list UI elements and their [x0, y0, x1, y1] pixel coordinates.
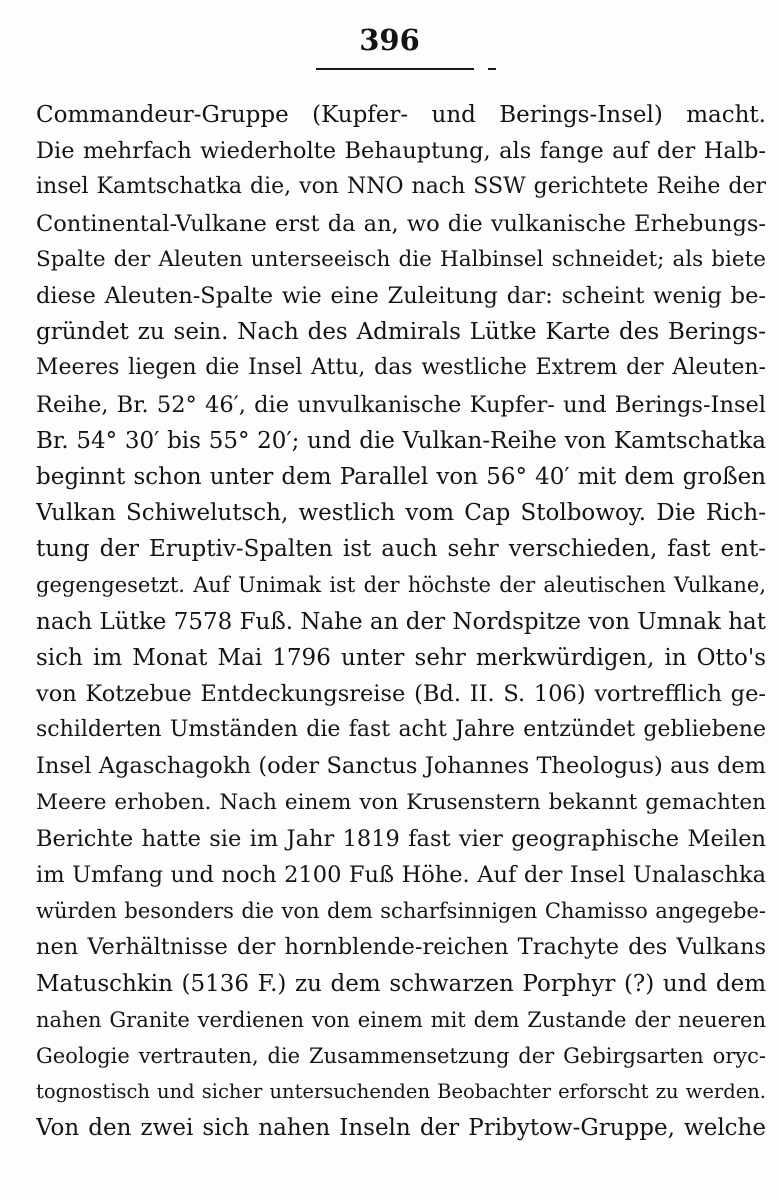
text-line: Berichte hatte sie im Jahr 1819 fast vier geographische Meilen [36, 825, 766, 852]
text-line: gründet zu sein. Nach des Admirals Lütke Karte des Berings- [36, 319, 766, 346]
text-line: Geologie vertrauten, die Zusammensetzung der Gebirgsarten oryc- [36, 1043, 766, 1068]
text-line: diese Aleuten-Spalte wie eine Zuleitung dar: scheint wenig be- [36, 282, 766, 309]
header-rule [316, 68, 474, 70]
text-line: nahen Granite verdienen von einem mit dem Zustande der neueren [36, 1007, 766, 1032]
text-line: tognostisch und sicher untersuchenden Beobachter erforscht zu werden. [36, 1080, 766, 1104]
text-line: sich im Monat Mai 1796 unter sehr merkwürdigen, in Otto's [36, 644, 766, 671]
text-line: schilderten Umständen die fast acht Jahre entzündet gebliebene [36, 717, 766, 743]
text-line: Insel Agaschagokh (oder Sanctus Johannes Theologus) aus dem [36, 753, 766, 780]
text-line: Br. 54° 30′ bis 55° 20′; und die Vulkan-Reihe von Kamtschatka [36, 427, 766, 454]
text-line: Vulkan Schiwelutsch, westlich vom Cap Stolbowoy. Die Rich- [36, 500, 766, 527]
text-line: insel Kamtschatka die, von NNO nach SSW gerichtete Reihe der [36, 174, 766, 200]
text-line: Die mehrfach wiederholte Behauptung, als fange auf der Halb- [36, 138, 766, 165]
text-line: würden besonders die von dem scharfsinnigen Chamisso angegebe- [36, 899, 766, 924]
text-line: Reihe, Br. 52° 46′, die unvulkanische Kupfer- und Berings-Insel [36, 391, 766, 418]
text-line: Continental-Vulkane erst da an, wo die vulkanische Erhebungs- [36, 210, 766, 237]
text-line: gegengesetzt. Auf Unimak ist der höchste der aleutischen Vulkane, [36, 573, 766, 598]
text-line: tung der Eruptiv-Spalten ist auch sehr verschieden, fast ent- [36, 536, 766, 563]
text-line: Von den zwei sich nahen Inseln der Pribytow-Gruppe, welche [36, 1115, 766, 1142]
text-line: Matuschkin (5136 F.) zu dem schwarzen Porphyr (?) und dem [36, 970, 766, 997]
body-text [36, 97, 766, 1146]
text-line: im Umfang und noch 2100 Fuß Höhe. Auf der Insel Unalaschka [36, 861, 766, 888]
text-line: Commandeur-Gruppe (Kupfer- und Berings-Insel) macht. [36, 102, 766, 128]
text-line: beginnt schon unter dem Parallel von 56° 40′ mit dem großen [36, 463, 766, 490]
text-line: nen Verhältnisse der hornblende-reichen Trachyte des Vulkans [36, 934, 766, 961]
page-number: 396 [359, 23, 420, 57]
text-line: Meere erhoben. Nach einem von Krusenstern bekannt gemachten [36, 789, 766, 815]
text-line: nach Lütke 7578 Fuß. Nahe an der Nordspitze von Umnak hat [36, 608, 766, 635]
header-rule-dash [488, 68, 496, 70]
text-line: Meeres liegen die Insel Attu, das westliche Extrem der Aleuten- [36, 355, 766, 381]
text-line: Spalte der Aleuten unterseeisch die Halbinsel schneidet; als biete [36, 246, 766, 272]
text-line: von Kotzebue Entdeckungsreise (Bd. II. S. 106) vortrefflich ge- [36, 681, 766, 707]
